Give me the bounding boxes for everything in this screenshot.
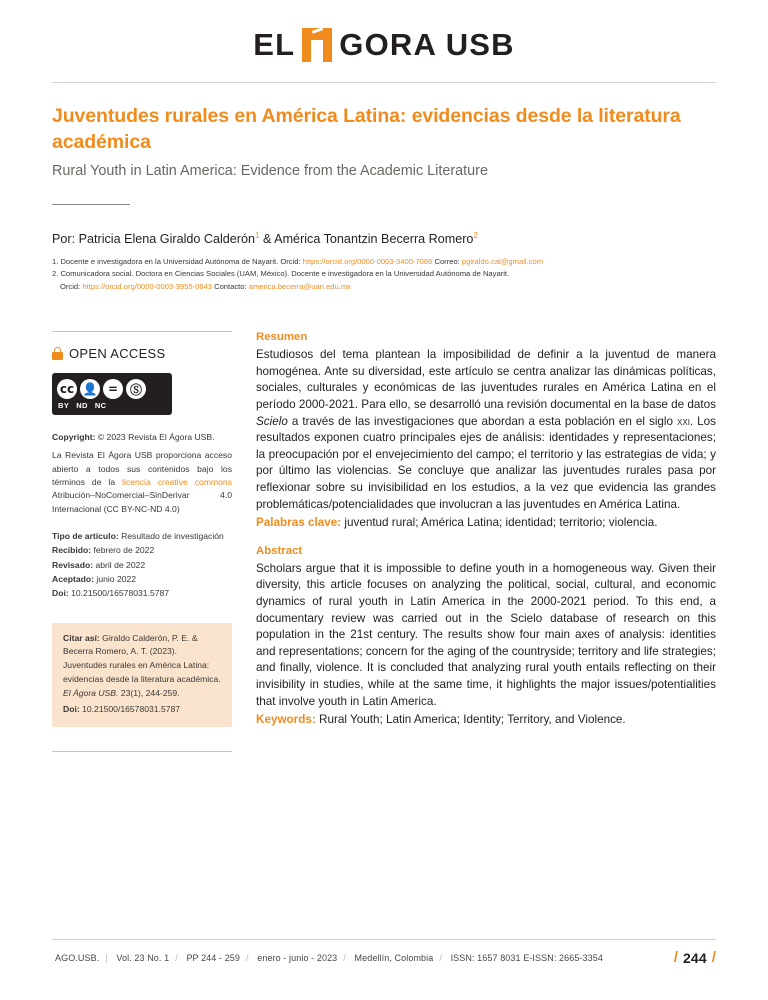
meta-doi-label: Doi: — [52, 588, 69, 599]
sidebar — [52, 331, 252, 752]
byline-footnote-2: 2 — [473, 231, 478, 241]
affiliation-2-orcid-link[interactable]: https://orcid.org/0000-0003-3955-0643 — [82, 281, 212, 291]
affiliation-1-text: 1. Docente e investigadora en la Universidad Autónoma de Nayarit. Orcid: — [52, 256, 303, 266]
byline — [52, 231, 716, 246]
cc-nc-icon: Ⓢ — [126, 379, 146, 399]
cc-label-by: BY — [58, 401, 70, 411]
affiliation-2 — [52, 268, 716, 281]
license-text — [52, 449, 232, 516]
resumen-smallcaps-xxi: xxi — [677, 414, 690, 428]
copyright-label: Copyright: — [52, 432, 96, 443]
byline-second-author: & América Tonantzin Becerra Romero — [259, 232, 474, 247]
citation-doi — [63, 703, 221, 717]
creative-commons-badge — [52, 373, 172, 415]
abstract-column — [252, 331, 716, 752]
agora-logo-a-icon — [302, 28, 332, 62]
affiliation-2-text: 2. Comunicadora social. Doctora en Ciencias Sociales (UAM, México). Docente e investigadora en la Universidad Autónoma de Nayarit. — [52, 269, 510, 279]
open-access-badge — [52, 346, 232, 361]
resumen-keywords-value: juventud rural; América Latina; identidad; territorio; violencia. — [341, 516, 658, 530]
content-columns — [52, 331, 716, 752]
resumen-keywords-label: Palabras clave: — [256, 516, 342, 530]
footer-place: Medellín, Colombia — [354, 952, 434, 963]
masthead-left-word: EL — [253, 27, 296, 62]
license-text-1: La Revista El Ágora USB proporciona acceso abierto a todos sus contenidos bajo los términos de la — [52, 450, 232, 488]
citation-journal: El Ágora USB. — [63, 687, 119, 698]
cc-nd-icon: = — [103, 379, 123, 399]
resumen-part-1: Estudiosos del tema plantean la imposibilidad de definir a la juventud de manera homogénea. Ante su diversidad, este artículo se centra analizar las dinámicas políticas, sociales, culturales y económicas de las juventudes rurales en América Latina en el período 2000-2021. Para ello, se desarrolló una revisión documental en la base de datos — [256, 348, 717, 411]
byline-footnote-1: 1 — [255, 231, 260, 241]
affiliation-2-links — [52, 281, 351, 294]
affiliation-2-orcid-label: Orcid: — [60, 281, 83, 291]
meta-doi-value: 10.21500/16578031.5787 — [68, 588, 170, 599]
meta-revised-label: Revisado: — [52, 559, 94, 570]
copyright-block — [52, 431, 232, 516]
resumen-part-2: a través de las investigaciones que abordan a esta población en el siglo — [287, 414, 678, 428]
affiliation-1-orcid-link[interactable]: https://orcid.org/0000-0003-3400-7086 — [302, 256, 433, 266]
footer-info: AGO.USB. | Vol. 23 No. 1 / PP 244 - 259 / enero - junio - 2023 / Medellín, Colombia / ISSN: 1657 8031 E-ISSN: 2665-3354 — [55, 952, 603, 963]
resumen-text — [256, 347, 716, 513]
meta-revised-value: abril de 2022 — [93, 559, 146, 570]
title-divider — [52, 204, 130, 205]
cc-by-icon: 👤 — [80, 379, 100, 399]
meta-received-label: Recibido: — [52, 545, 92, 556]
open-lock-icon — [52, 347, 63, 360]
page-number-slash-right: / — [711, 949, 716, 966]
cc-icon-row — [57, 379, 167, 399]
resumen-part-3: . Los resultados exponen cuatro principales ejes de análisis: identidades y representaciones; la preocupación por el envejecimiento del campo; el territorio y las estrategias de vida; y por último las violencias. Se concluye que analizar las juventudes rurales pasa por reflexionar sobre su invisibilidad en los estudios, a la vez que evidencia las grandes problemáticas/potencialidades que involucran a las juventudes en América Latina. — [256, 414, 717, 511]
masthead-divider — [52, 82, 716, 83]
sidebar-top-divider — [52, 331, 232, 332]
masthead-right-word: GORA USB — [339, 27, 515, 62]
meta-accepted — [52, 573, 232, 586]
abstract-keywords — [256, 712, 716, 729]
meta-accepted-value: junio 2022 — [94, 573, 137, 584]
citation-box — [52, 623, 232, 728]
page-number — [674, 949, 716, 966]
affiliation-1-email-link[interactable]: pgiraldo.cal@gmail.com — [461, 256, 544, 266]
article-metadata — [52, 530, 232, 601]
affiliation-2-contact-label: Contacto: — [211, 281, 249, 291]
footer-dates: enero - junio - 2023 — [257, 952, 338, 963]
meta-doi — [52, 587, 232, 600]
citation-text: Giraldo Calderón, P. E. & Becerra Romero, A. T. (2023). Juventudes rurales en América Latina: evidencias desde la literatura académica. — [63, 632, 221, 684]
resumen-keywords — [256, 515, 716, 532]
affiliation-1 — [52, 256, 716, 269]
license-link[interactable]: licencia creative commons — [122, 477, 232, 488]
citation-doi-value: 10.21500/16578031.5787 — [79, 704, 181, 715]
sidebar-bottom-divider — [52, 751, 232, 752]
footer-pages: PP 244 - 259 — [186, 952, 241, 963]
footer-divider — [52, 939, 716, 940]
citation-tail: 23(1), 244-259. — [118, 687, 180, 698]
page-number-value: 244 — [683, 949, 707, 966]
meta-received — [52, 544, 232, 557]
footer-source: AGO.USB. — [55, 952, 100, 963]
page-subtitle: Rural Youth in Latin America: Evidence from the Academic Literature — [52, 162, 488, 179]
footer-row — [52, 949, 716, 966]
resumen-italic-scielo: Scielo — [256, 414, 288, 428]
affiliation-2-email-link[interactable]: america.becerra@uan.edu.mx — [248, 281, 351, 291]
cc-label-nc: NC — [94, 401, 107, 411]
meta-accepted-label: Aceptado: — [52, 573, 95, 584]
copyright-text: © 2023 Revista El Ágora USB. — [95, 432, 215, 443]
page-footer — [52, 939, 716, 966]
affiliations — [52, 256, 716, 294]
meta-type-value: Resultado de investigación — [118, 530, 224, 541]
affiliation-1-mail-label: Correo: — [432, 256, 462, 266]
meta-type — [52, 530, 232, 543]
meta-type-label: Tipo de artículo: — [52, 530, 119, 541]
abstract-heading: Abstract — [256, 544, 303, 557]
citation-label: Citar así: — [63, 632, 100, 643]
citation-doi-label: Doi: — [63, 704, 80, 715]
meta-received-value: febrero de 2022 — [91, 545, 155, 556]
meta-revised — [52, 559, 232, 572]
page-title: Juventudes rurales en América Latina: evidencias desde la literatura académica — [52, 105, 681, 154]
open-access-label: OPEN ACCESS — [69, 346, 166, 362]
cc-label-nd: ND — [76, 401, 88, 411]
license-text-2: Atribución–NoComercial–SinDerivar 4.0 Internacional (CC BY-NC-ND 4.0) — [52, 490, 232, 514]
page-number-slash-left: / — [673, 949, 679, 966]
resumen-heading: Resumen — [256, 331, 308, 344]
byline-first-author: Por: Patricia Elena Giraldo Calderón — [52, 232, 256, 247]
cc-icon: cc — [57, 379, 77, 399]
journal-masthead — [52, 22, 716, 68]
abstract-keywords-label: Keywords: — [256, 713, 316, 727]
footer-issn: ISSN: 1657 8031 E-ISSN: 2665-3354 — [450, 952, 603, 963]
cc-label-row — [57, 401, 167, 410]
abstract-keywords-value: Rural Youth; Latin America; Identity; Territory, and Violence. — [315, 713, 626, 727]
abstract-text: Scholars argue that it is impossible to define youth in a homogeneous way. Given their diversity, this article focuses on analyzing the political, social, cultural, and economic dynamics of rural youth in Latin America in the 2000-2021 period. To this end, a documentary review was carried out in the Scielo database of research on this population in the 21st century. The results show four main axes of analysis: identities and representations; concern for the aging of the countryside; territory and life strategies; and finally, violence. It is concluded that analyzing rural youth entails reflecting on their invisibility in studies, while at the same time, it highlights the major issues/potentialities that involve youth in Latin America. — [256, 561, 716, 708]
footer-volume: Vol. 23 No. 1 — [116, 952, 170, 963]
